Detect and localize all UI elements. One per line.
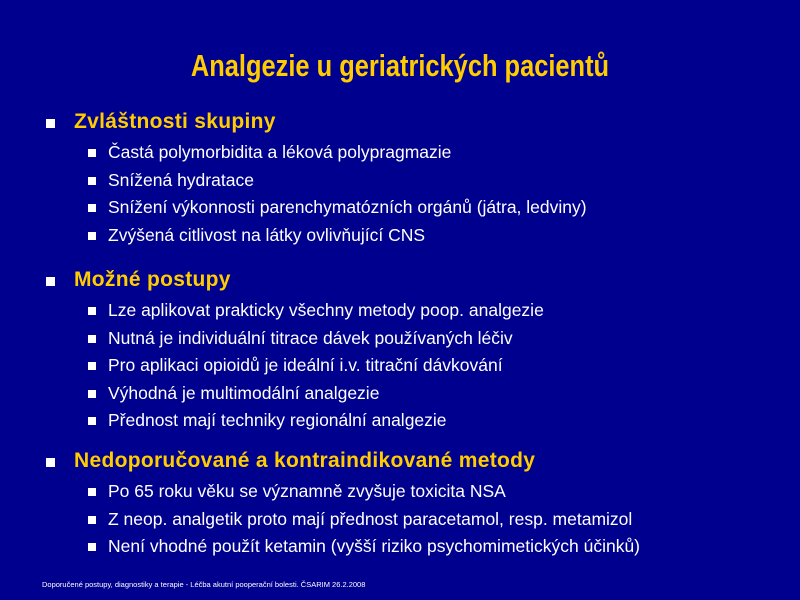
list-item-text: Přednost mají techniky regionální analgezie xyxy=(108,410,447,430)
list-item-text: Pro aplikaci opioidů je ideální i.v. titrační dávkování xyxy=(108,355,503,375)
square-bullet-icon xyxy=(46,277,55,286)
list-item xyxy=(0,509,800,535)
list-item-text: Lze aplikovat prakticky všechny metody poop. analgezie xyxy=(108,300,544,320)
section-heading: Možné postupy xyxy=(74,268,231,291)
square-bullet-icon xyxy=(46,458,55,467)
square-bullet-icon xyxy=(88,390,96,398)
square-bullet-icon xyxy=(88,335,96,343)
square-bullet-icon xyxy=(88,488,96,496)
square-bullet-icon xyxy=(88,204,96,212)
list-item xyxy=(0,410,800,436)
square-bullet-icon xyxy=(88,417,96,425)
slide-title: Analgezie u geriatrických pacientů xyxy=(190,48,610,83)
list-item-text: Nutná je individuální titrace dávek používaných léčiv xyxy=(108,328,513,348)
list-item-text: Výhodná je multimodální analgezie xyxy=(108,383,380,403)
list-item xyxy=(0,170,800,196)
list-item xyxy=(0,300,800,326)
square-bullet-icon xyxy=(88,543,96,551)
list-item xyxy=(0,355,800,381)
section-heading: Zvláštnosti skupiny xyxy=(74,110,276,133)
square-bullet-icon xyxy=(88,516,96,524)
list-item xyxy=(0,225,800,251)
square-bullet-icon xyxy=(88,307,96,315)
list-item-text: Častá polymorbidita a léková polypragmazie xyxy=(108,142,452,162)
square-bullet-icon xyxy=(46,119,55,128)
list-item xyxy=(0,328,800,354)
section-heading: Nedoporučované a kontraindikované metody xyxy=(74,449,536,472)
list-item xyxy=(0,142,800,168)
list-item-text: Zvýšená citlivost na látky ovlivňující CNS xyxy=(108,225,426,245)
list-item-text: Po 65 roku věku se významně zvyšuje toxicita NSA xyxy=(108,481,506,501)
list-item xyxy=(0,383,800,409)
list-item xyxy=(0,481,800,507)
list-item-text: Z neop. analgetik proto mají přednost paracetamol, resp. metamizol xyxy=(108,509,633,529)
square-bullet-icon xyxy=(88,149,96,157)
list-item-text: Snížení výkonnosti parenchymatózních orgánů (játra, ledviny) xyxy=(108,197,587,217)
slide-footer: Doporučené postupy, diagnostiky a terapie - Léčba akutní pooperační bolesti. ČSARIM 26.2.2008 xyxy=(42,580,366,589)
list-item-text: Není vhodné použít ketamin (vyšší riziko psychomimetických účinků) xyxy=(108,536,641,556)
list-item-text: Snížená hydratace xyxy=(108,170,254,190)
list-item xyxy=(0,536,800,562)
list-item xyxy=(0,197,800,223)
square-bullet-icon xyxy=(88,177,96,185)
square-bullet-icon xyxy=(88,232,96,240)
square-bullet-icon xyxy=(88,362,96,370)
